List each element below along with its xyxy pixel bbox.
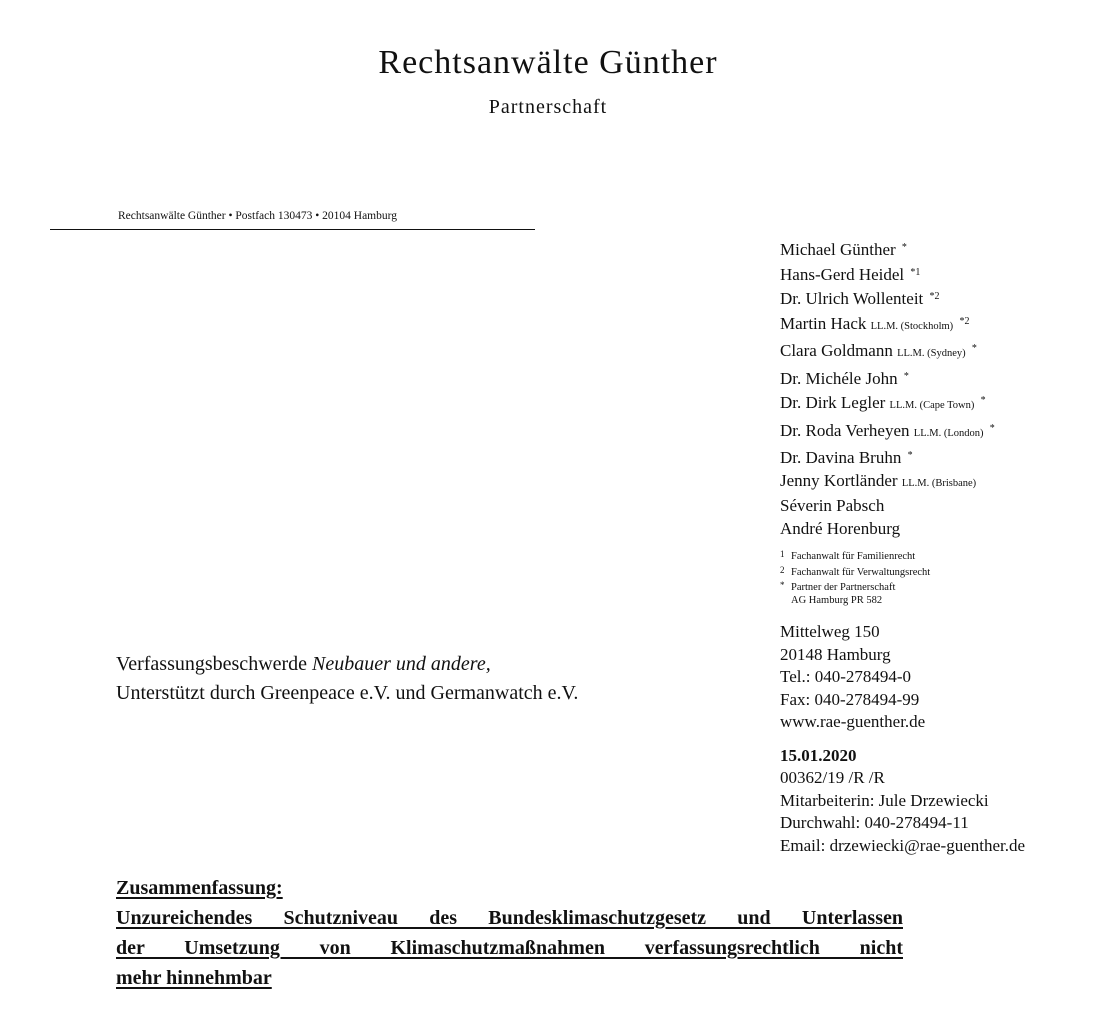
partner-mark: * [989, 422, 995, 434]
partner-name: Séverin Pabsch [780, 496, 885, 515]
partner-mark: *1 [910, 266, 921, 278]
letterhead-sidebar [780, 237, 1090, 857]
partner-mark: * [901, 242, 907, 253]
partner-list [780, 237, 1090, 540]
footnote-text: Partner der Partnerschaft [791, 582, 896, 593]
partner-name: Clara Goldmann [780, 341, 893, 360]
partner-degree: LL.M. (Sydney) [897, 348, 966, 359]
address-city: 20148 Hamburg [780, 644, 891, 664]
office-address [780, 621, 1090, 734]
footnote [780, 579, 1090, 595]
partner-name: André Horenburg [780, 518, 901, 538]
partner-entry [780, 286, 1090, 311]
partner-name: Jenny Kortländer [780, 470, 898, 490]
fax-number: Fax: 040-278494-99 [780, 689, 920, 709]
firm-type: Partnerschaft [488, 96, 608, 118]
footnote [780, 564, 1090, 580]
partner-entry [780, 366, 1090, 391]
partner-name: Dr. Davina Bruhn [780, 448, 902, 467]
footnote-symbol: 1 [780, 549, 785, 559]
case-subject [116, 650, 578, 708]
partner-name: Hans-Gerd Heidel [780, 264, 905, 284]
partner-name: Martin Hack [780, 313, 867, 333]
partner-mark: *2 [959, 315, 970, 327]
website: www.rae-guenther.de [780, 712, 926, 731]
partner-degree: LL.M. (London) [913, 427, 984, 439]
summary-heading: Zusammenfassung: [116, 877, 283, 899]
partner-mark: * [907, 450, 913, 461]
partner-mark: * [903, 370, 909, 382]
partner-entry [780, 311, 1090, 339]
partner-entry [780, 495, 1090, 518]
direct-dial: Durchwahl: 040-278494-11 [780, 813, 969, 832]
footnote-symbol: 2 [780, 564, 785, 575]
footnote-text: Fachanwalt für Verwaltungsrecht [791, 566, 931, 578]
partner-entry [780, 518, 1090, 541]
partner-degree: LL.M. (Stockholm) [870, 320, 954, 332]
return-address-divider [50, 229, 535, 230]
partner-mark: *2 [929, 291, 940, 302]
summary-heading-block [116, 873, 903, 993]
partner-name: Dr. Michéle John [780, 368, 898, 388]
footnote [780, 548, 1090, 564]
partner-entry [780, 237, 1090, 262]
partner-entry [780, 390, 1090, 418]
firm-name: Rechtsanwälte Günther [378, 44, 718, 81]
case-name: Neubauer und andere, [312, 653, 491, 675]
registry-number: AG Hamburg PR 582 [791, 594, 883, 606]
partner-mark: * [980, 395, 986, 406]
file-number: 00362/19 /R /R [780, 768, 885, 787]
partner-name: Dr. Ulrich Wollenteit [780, 289, 924, 308]
partner-degree: LL.M. (Cape Town) [889, 400, 975, 411]
letter-date: 15.01.2020 [780, 745, 857, 765]
subject-prefix: Verfassungsbeschwerde [116, 653, 313, 675]
footnote-text: Fachanwalt für Familienrecht [791, 551, 916, 562]
address-street: Mittelweg 150 [780, 622, 880, 641]
partner-entry [780, 470, 1090, 496]
partner-degree: LL.M. (Brisbane) [901, 477, 977, 489]
partner-name: Dr. Roda Verheyen [780, 420, 910, 440]
letter-reference [780, 745, 1090, 858]
phone-number: Tel.: 040-278494-0 [780, 667, 912, 686]
partner-entry [780, 445, 1090, 470]
partner-name: Dr. Dirk Legler [780, 393, 886, 412]
partner-name: Michael Günther [780, 240, 896, 259]
supporters-line: Unterstützt durch Greenpeace e.V. und Germanwatch e.V. [116, 682, 579, 704]
email-address: Email: drzewiecki@rae-guenther.de [780, 835, 1026, 855]
summary-title-line: mehr hinnehmbar [116, 967, 272, 989]
partner-entry [780, 418, 1090, 446]
return-address: Rechtsanwälte Günther • Postfach 130473 • 20104 Hamburg [118, 210, 397, 222]
partner-mark: * [971, 343, 977, 354]
partner-entry [780, 338, 1090, 366]
summary-title-line: der Umsetzung von Klimaschutzmaßnahmen verfassungsrechtlich nicht [116, 937, 903, 959]
partner-footnotes [780, 548, 1090, 607]
subject-line [116, 650, 578, 679]
partner-entry [780, 262, 1090, 287]
staff-member: Mitarbeiterin: Jule Drzewiecki [780, 790, 989, 810]
summary-title-line: Unzureichendes Schutzniveau des Bundesklimaschutzgesetz und Unterlassen [116, 907, 903, 929]
footnote-symbol: * [780, 580, 785, 590]
